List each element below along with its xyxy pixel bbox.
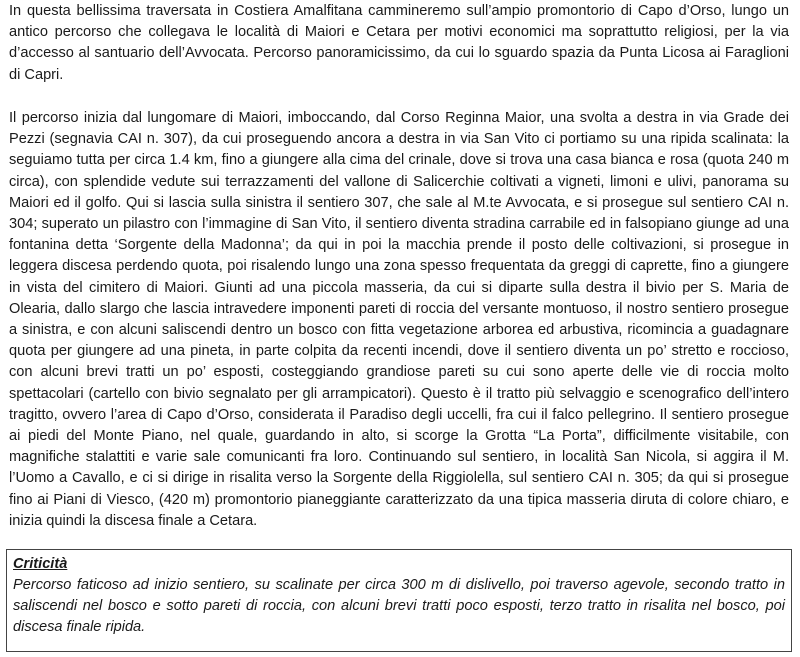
route-description-paragraph: Il percorso inizia dal lungomare di Maiori, imboccando, dal Corso Reginna Maior, una svolta a destra in via Grade dei Pezzi (segnavia CAI n. 307), da cui proseguendo ancora a destra in via San Vito ci portiamo su una ripida scalinata: la seguiamo tutta per circa 1.4 km, fino a giungere alla cima del crinale, dove si trova una casa bianca e rosa (quota 240 m circa), con splendide vedute sui terrazzamenti del vallone di Salicerchie coltivati a vigneti, limoni e ulivi, panorama su Maiori ed il golfo. Qui si lascia sulla sinistra il sentiero 307, che sale al M.te Avvocata, e si prosegue sul sentiero CAI n. 304; superato un pilastro con l’immagine di San Vito, il sentiero diventa stradina carrabile ed in falsopiano giunge ad una fontanina detta ‘Sorgente della Madonna’; da qui in poi la macchia prende il posto delle coltivazioni, si prosegue in leggera discesa perdendo quota, poi risalendo lungo una zona spesso frequentata da greggi di caprette, fino a giungere in vista del cimitero di Maiori. Giunti ad una piccola masseria, da cui si diparte sulla destra il bivio per S. Maria de Olearia, dallo slargo che lascia intravedere imponenti pareti di roccia del versante montuoso, il nostro sentiero prosegue a sinistra, e con alcuni saliscendi dentro un bosco con fitta vegetazione arborea ed arbustiva, ricomincia a guadagnare quota per giungere ad una pineta, in parte colpita da recenti incendi, dove il sentiero diventa un po’ stretto e roccioso, con alcuni brevi tratti un po’ esposti, costeggiando grandiose pareti su cui sono aperte delle vie di roccia molto spettacolari (cartello con bivio segnalato per gli arrampicatori). Questo è il tratto più selvaggio e scenografico dell’intero tragitto, ovvero l’area di Capo d’Orso, considerata il Paradiso degli uccelli, fra cui il falco pellegrino. Il sentiero prosegue ai piedi del Monte Piano, nel quale, guardando in alto, si scorge la Grotta “La Porta”, difficilmente visitabile, con magnifiche stalattiti e varie sale comunicanti fra loro. Continuando sul sentiero, in località San Nicola, si aggira il M. l’Uomo a Cavallo, e ci si dirige in risalita verso la Sorgente della Riggiolella, sul sentiero CAI n. 305; da qui si prosegue fino ai Piani di Viesco, (420 m) promontorio pianeggiante caratterizzato da una tipica masseria diruta di colore chiaro, e inizia quindi la discesa finale a Cetara. <box>9 110 789 529</box>
criticita-box <box>6 549 792 652</box>
intro-paragraph: In questa bellissima traversata in Costiera Amalfitana cammineremo sull’ampio promontorio di Capo d’Orso, lungo un antico percorso che collegava le località di Maiori e Cetara per motivi economici ma soprattutto religiosi, per la via d’accesso al santuario dell’Avvocata. Percorso panoramicissimo, da cui lo sguardo spazia da Punta Licosa ai Faraglioni di Capri. <box>9 3 789 83</box>
criticita-text: Percorso faticoso ad inizio sentiero, su scalinate per circa 300 m di dislivello, poi traverso agevole, secondo tratto in saliscendi nel bosco e sotto pareti di roccia, con alcuni brevi tratti poco esposti, terzo tratto in risalita nel bosco, poi discesa finale ripida. <box>13 577 785 635</box>
criticita-title: Criticità <box>13 556 68 572</box>
